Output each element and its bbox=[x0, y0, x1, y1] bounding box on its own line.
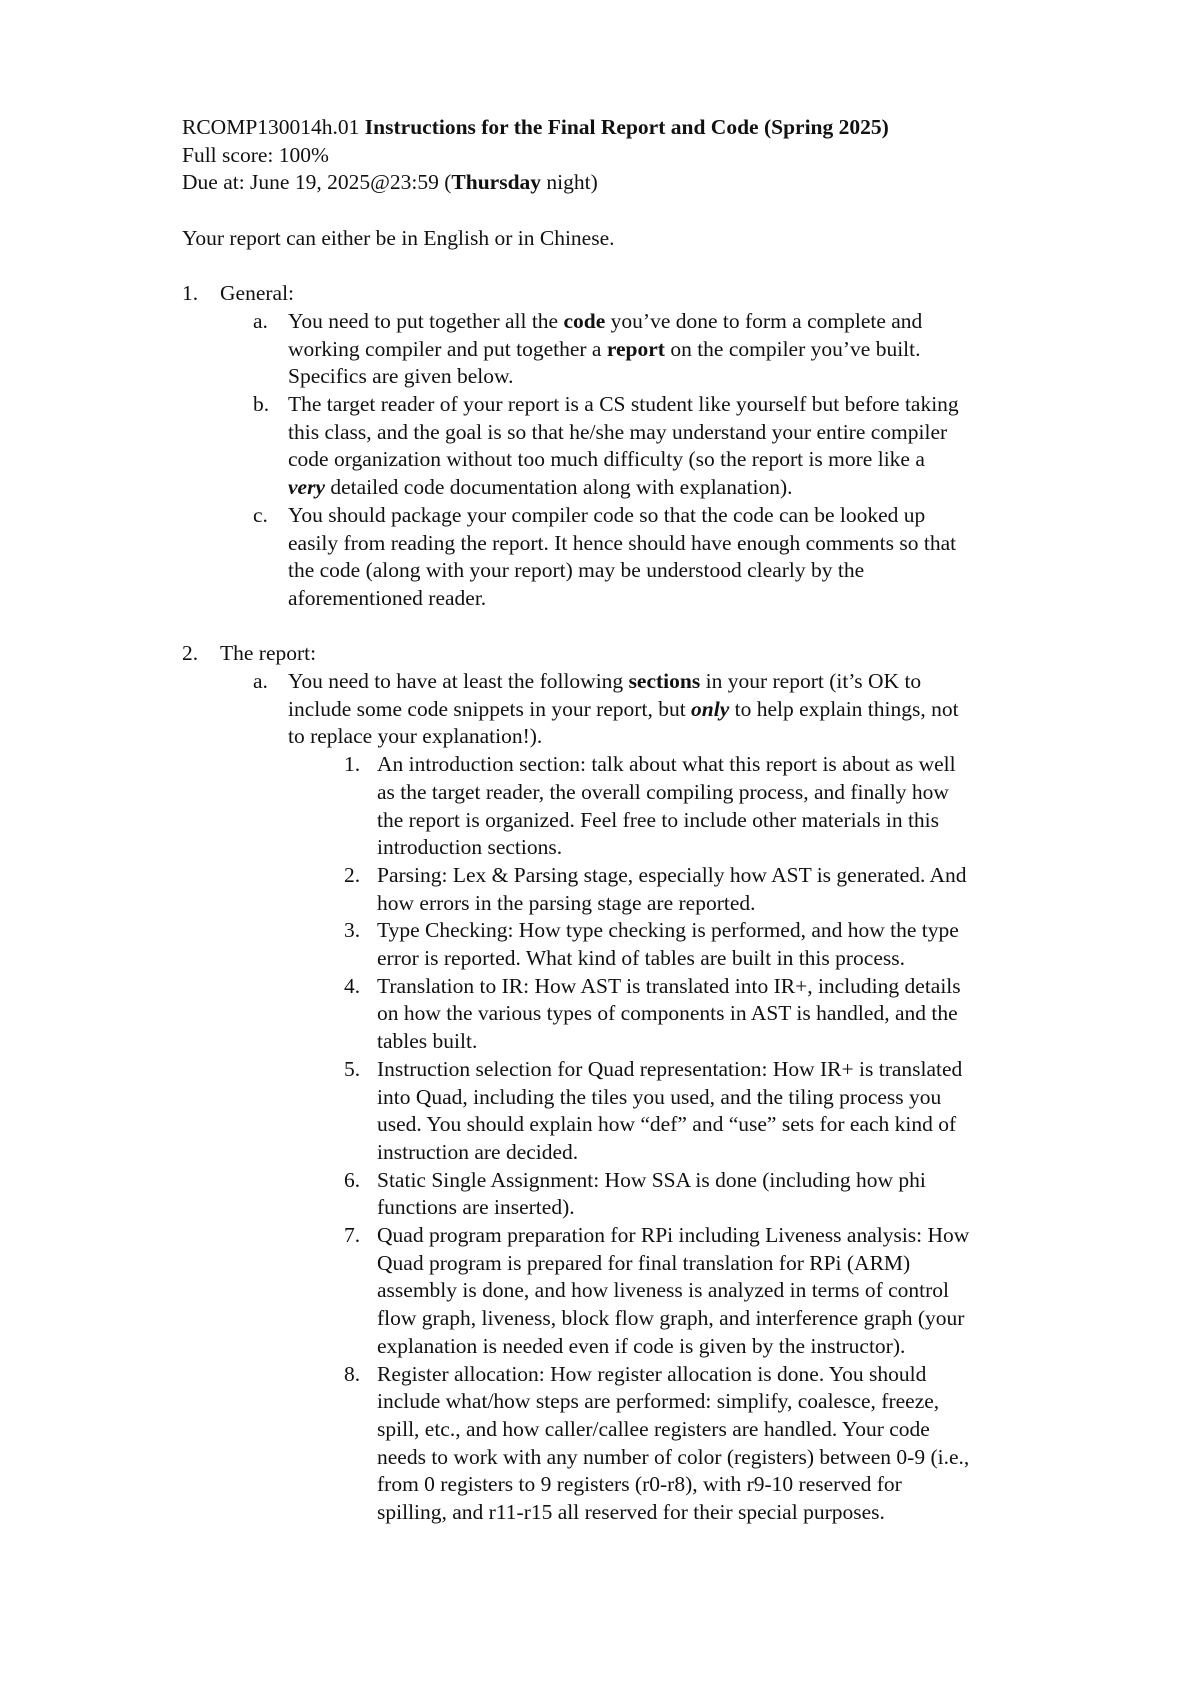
text-line: assembly is done, and how liveness is analyzed in terms of control bbox=[377, 1278, 950, 1303]
text-line: the report is organized. Feel free to include other materials in this bbox=[377, 807, 940, 832]
text-line: into Quad, including the tiles you used, and the tiling process you bbox=[377, 1084, 942, 1109]
text-line: error is reported. What kind of tables are built in this process. bbox=[377, 946, 905, 971]
section-item bbox=[182, 640, 1080, 1527]
bold-text: report bbox=[606, 336, 665, 361]
text-line: explanation is needed even if code is given by the instructor). bbox=[377, 1333, 906, 1358]
due-date-line bbox=[182, 169, 1080, 197]
text-run: The target reader of your report is a CS student like yourself but before taking bbox=[288, 392, 959, 416]
list-marker: b. bbox=[253, 392, 270, 416]
list-marker: 5. bbox=[344, 1056, 361, 1081]
text-line: Quad program preparation for RPi including Liveness analysis: How bbox=[377, 1223, 970, 1248]
text-line bbox=[288, 308, 1080, 336]
section-item bbox=[182, 280, 1080, 612]
text-line: needs to work with any number of color (registers) between 0-9 (i.e., bbox=[377, 1444, 970, 1469]
text-line: spill, etc., and how caller/callee registers are handled. Your code bbox=[377, 1417, 930, 1441]
due-prefix: Due at: June 19, 2025@23:59 ( bbox=[182, 170, 452, 195]
list-marker: 1. bbox=[182, 281, 199, 306]
text-line: Type Checking: How type checking is performed, and how the type bbox=[377, 918, 959, 943]
text-line: Register allocation: How register allocation is done. You should bbox=[377, 1361, 927, 1386]
text-line bbox=[288, 585, 1080, 613]
spacer bbox=[182, 253, 1080, 281]
text-run: you’ve done to form a complete and bbox=[605, 308, 923, 333]
text-line: introduction sections. bbox=[377, 835, 563, 860]
text-line bbox=[288, 363, 1080, 391]
subitem bbox=[344, 917, 1080, 972]
text-run: code organization without too much difficulty (so the report is more like a bbox=[288, 447, 925, 472]
subitem bbox=[344, 862, 1080, 917]
list-marker: 7. bbox=[344, 1223, 361, 1248]
spacer bbox=[182, 197, 1080, 225]
text-line: from 0 registers to 9 registers (r0-r8), with r9-10 reserved for bbox=[377, 1472, 902, 1497]
list-item bbox=[253, 668, 1080, 1527]
document-title-line bbox=[182, 114, 1080, 142]
subitem-list bbox=[344, 751, 1080, 1527]
list-marker: 1. bbox=[344, 752, 361, 777]
list-item bbox=[253, 391, 1080, 502]
text-run: in your report (it’s OK to bbox=[700, 669, 922, 694]
text-run: to help explain things, not bbox=[729, 696, 959, 721]
text-line: how errors in the parsing stage are reported. bbox=[377, 890, 756, 915]
text-run: working compiler and put together a bbox=[288, 336, 607, 361]
text-line: Quad program is prepared for final translation for RPi (ARM) bbox=[377, 1250, 911, 1275]
subitem bbox=[344, 1222, 1080, 1361]
section-list bbox=[182, 280, 1080, 1527]
list-marker: c. bbox=[253, 502, 268, 527]
section-title: The report: bbox=[220, 641, 317, 666]
text-line: tables built. bbox=[377, 1029, 478, 1054]
text-line bbox=[288, 557, 1080, 585]
text-line: Translation to IR: How AST is translated into IR+, including details bbox=[377, 973, 961, 998]
text-line bbox=[288, 668, 1080, 696]
text-line: An introduction section: talk about what this report is about as well bbox=[377, 752, 956, 777]
language-note: Your report can either be in English or in Chinese. bbox=[182, 225, 615, 250]
text-line: Parsing: Lex & Parsing stage, especially how AST is generated. And bbox=[377, 862, 967, 887]
document-title: Instructions for the Final Report and Code (Spring 2025) bbox=[364, 115, 889, 139]
list-marker: 6. bbox=[344, 1167, 361, 1192]
list-item bbox=[253, 502, 1080, 613]
item-list bbox=[253, 668, 1080, 1527]
list-marker: 3. bbox=[344, 918, 361, 943]
text-line: functions are inserted). bbox=[377, 1195, 575, 1220]
text-line bbox=[288, 336, 1080, 364]
text-run: You need to put together all the bbox=[288, 308, 564, 333]
text-line: as the target reader, the overall compiling process, and finally how bbox=[377, 779, 949, 804]
full-score: Full score: 100% bbox=[182, 142, 329, 167]
bold-italic-text: very bbox=[288, 475, 325, 500]
bold-italic-text: only bbox=[691, 696, 730, 721]
list-marker: 8. bbox=[344, 1361, 361, 1386]
text-line bbox=[288, 530, 1080, 558]
list-item bbox=[253, 308, 1080, 391]
text-run: Specifics are given below. bbox=[288, 364, 514, 389]
text-run: You need to have at least the following bbox=[288, 669, 629, 694]
due-day: Thursday bbox=[451, 170, 542, 195]
text-run: to replace your explanation!). bbox=[288, 724, 543, 749]
text-line: spilling, and r11-r15 all reserved for their special purposes. bbox=[377, 1500, 885, 1525]
text-line: instruction are decided. bbox=[377, 1139, 579, 1164]
list-marker: 2. bbox=[182, 641, 199, 666]
bold-text: sections bbox=[628, 669, 701, 694]
text-line: Instruction selection for Quad representation: How IR+ is translated bbox=[377, 1056, 963, 1081]
text-line: on how the various types of components in AST is handled, and the bbox=[377, 1001, 958, 1026]
text-line bbox=[288, 446, 1080, 474]
subitem bbox=[344, 1167, 1080, 1222]
text-run: this class, and the goal is so that he/she may understand your entire compiler bbox=[288, 419, 948, 444]
text-line bbox=[288, 391, 1080, 419]
text-run: include some code snippets in your report, but bbox=[288, 696, 692, 721]
text-line: Static Single Assignment: How SSA is done (including how phi bbox=[377, 1167, 926, 1192]
text-run: detailed code documentation along with explanation). bbox=[325, 475, 793, 500]
text-line bbox=[288, 419, 1080, 447]
text-line: flow graph, liveness, block flow graph, and interference graph (your bbox=[377, 1306, 965, 1331]
due-suffix: night) bbox=[541, 170, 598, 195]
list-marker: a. bbox=[253, 669, 268, 694]
text-line bbox=[288, 502, 1080, 530]
text-run: aforementioned reader. bbox=[288, 585, 487, 610]
list-marker: 2. bbox=[344, 862, 361, 887]
text-run: on the compiler you’ve built. bbox=[664, 336, 921, 361]
subitem bbox=[344, 1056, 1080, 1167]
subitem bbox=[344, 1361, 1080, 1527]
bold-text: code bbox=[563, 308, 606, 333]
list-marker: 4. bbox=[344, 973, 361, 998]
text-run: easily from reading the report. It hence should have enough comments so that bbox=[288, 530, 957, 555]
item-list bbox=[253, 308, 1080, 613]
text-run: You should package your compiler code so that the code can be looked up bbox=[288, 502, 926, 527]
course-code: RCOMP130014h.01 bbox=[182, 115, 360, 139]
text-line bbox=[288, 696, 1080, 724]
list-marker: a. bbox=[253, 308, 268, 333]
subitem bbox=[344, 973, 1080, 1056]
text-line bbox=[288, 474, 1080, 502]
spacer bbox=[182, 613, 1080, 641]
subitem bbox=[344, 751, 1080, 862]
text-line: include what/how steps are performed: simplify, coalesce, freeze, bbox=[377, 1389, 940, 1414]
text-line bbox=[288, 723, 1080, 751]
text-line: used. You should explain how “def” and “use” sets for each kind of bbox=[377, 1112, 957, 1137]
section-title: General: bbox=[220, 281, 295, 306]
text-run: the code (along with your report) may be understood clearly by the bbox=[288, 558, 865, 583]
